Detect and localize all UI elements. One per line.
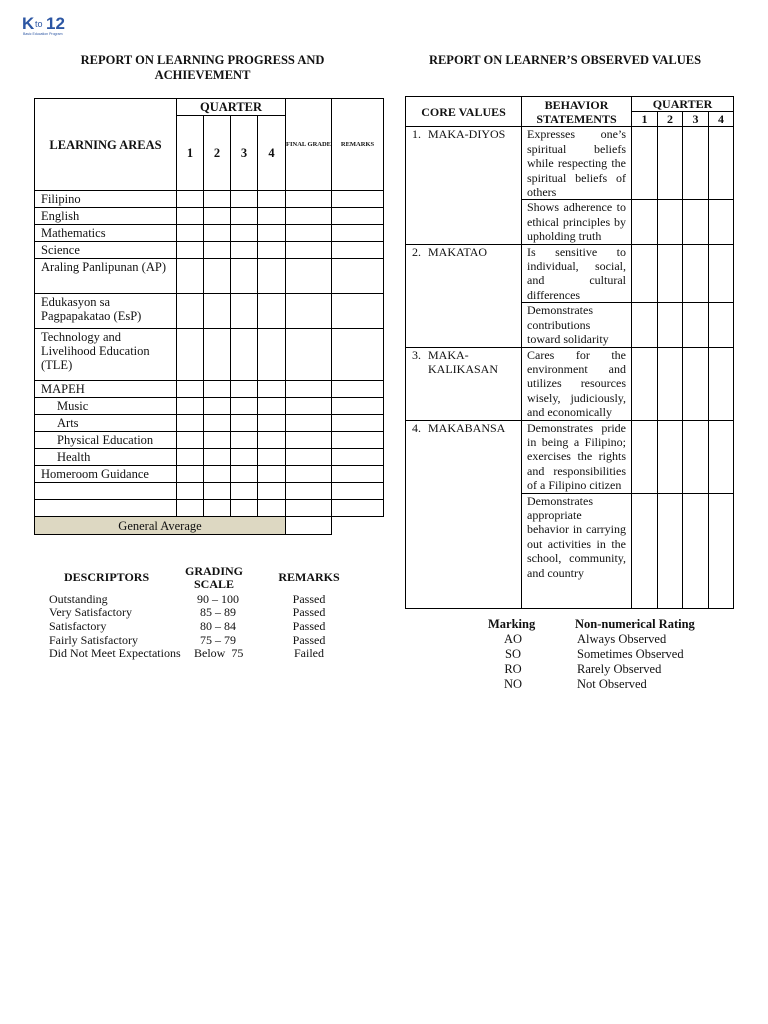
table-row: [406, 127, 734, 200]
behavior-statement: Shows adherence to ethical principles by upholding truth: [522, 200, 632, 244]
learning-area: Arts: [35, 415, 177, 432]
learning-area: Filipino: [35, 191, 177, 208]
learning-area: Health: [35, 449, 177, 466]
core-value-name: MAKATAO: [428, 244, 488, 259]
grade-remarks: Failed: [294, 646, 324, 660]
values-quarter-3-header: 3: [683, 112, 709, 127]
logo-to: to: [35, 19, 43, 29]
list-item: [470, 677, 730, 692]
table-row: [35, 294, 384, 329]
list-item: [44, 592, 364, 606]
descriptor: Outstanding: [49, 592, 108, 606]
table-row: [35, 329, 384, 381]
list-item: [44, 619, 364, 633]
table-row: [35, 191, 384, 208]
table-row: [35, 483, 384, 500]
core-value-makabansa: [406, 420, 522, 608]
marking-code: RO: [504, 662, 522, 676]
list-item: [44, 633, 364, 647]
values-quarter-header: QUARTER: [632, 97, 734, 112]
learning-area: Edukasyon sa Pagpapakatao (EsP): [35, 294, 177, 329]
core-value-number: 3.: [412, 347, 421, 362]
core-value-number: 1.: [412, 127, 421, 142]
logo-k: K: [22, 14, 35, 33]
values-quarter-1-header: 1: [632, 112, 658, 127]
list-item: [44, 605, 364, 619]
grading-scale: 85 – 89: [200, 605, 236, 619]
behavior-statement: Is sensitive to individual, social, and cultural differences: [522, 244, 632, 303]
marking-code: NO: [503, 677, 523, 691]
table-row: [406, 244, 734, 303]
learning-area: Mathematics: [35, 225, 177, 242]
core-value-maka-diyos: [406, 127, 522, 244]
core-values-header: CORE VALUES: [406, 97, 522, 127]
marking-rating: Sometimes Observed: [577, 647, 684, 661]
logo-12: 12: [46, 14, 65, 33]
behavior-statements-header: BEHAVIOR STATEMENTS: [522, 97, 632, 127]
core-value-name: MAKABANSA: [428, 420, 506, 435]
grading-scale: 75 – 79: [200, 633, 236, 647]
table-row: [35, 225, 384, 242]
marking-rating: Always Observed: [577, 632, 667, 646]
learning-area: Technology and Livelihood Education (TLE): [35, 329, 177, 381]
final-grade-header: FINAL GRADE: [286, 99, 332, 191]
core-value-name: MAKA-DIYOS: [428, 127, 506, 142]
learning-area: Physical Education: [35, 432, 177, 449]
table-row: [35, 398, 384, 415]
learning-area: Araling Panlipunan (AP): [35, 259, 177, 294]
marking-rating: Rarely Observed: [577, 662, 662, 676]
logo-subtitle: Basic Education Program: [23, 32, 63, 36]
table-row: [35, 432, 384, 449]
behavior-statement: Demonstrates pride in being a Filipino; exercises the rights and responsibilities of a Filipino citizen: [522, 420, 632, 493]
table-row: [35, 208, 384, 225]
grading-scale: 90 – 100: [197, 592, 239, 606]
marking-header: Marking: [488, 617, 536, 631]
values-report-title: REPORT ON LEARNER’S OBSERVED VALUES: [428, 53, 702, 67]
descriptor: Satisfactory: [49, 619, 107, 633]
grading-scale: Below 75: [194, 646, 244, 660]
table-row: [35, 500, 384, 517]
list-item: [470, 662, 730, 677]
values-quarter-4-header: 4: [709, 112, 734, 127]
behavior-statement: Demonstrates appropriate behavior in carrying out activities in the school, community, and country: [522, 493, 632, 608]
behavior-statement: Expresses one’s spiritual beliefs while respecting the spiritual beliefs of others: [522, 127, 632, 200]
core-value-number: 4.: [412, 420, 421, 435]
quarter-header: QUARTER: [177, 99, 286, 116]
grade-remarks: Passed: [292, 592, 326, 606]
core-value-maka-kalikasan: [406, 347, 522, 420]
list-item: [44, 646, 364, 660]
grade-remarks: Passed: [292, 605, 326, 619]
k-to-12-logo: [22, 14, 68, 38]
core-value-makatao: [406, 244, 522, 347]
values-quarter-2-header: 2: [658, 112, 683, 127]
quarter-4-header: 4: [258, 116, 286, 191]
grading-scale: 80 – 84: [200, 619, 236, 633]
core-value-name: MAKA-KALIKASAN: [428, 347, 498, 376]
behavior-statement: Demonstrates contributions toward solidarity: [522, 303, 632, 347]
marking-code: AO: [503, 632, 523, 646]
table-row: [406, 347, 734, 420]
marking-rating: Not Observed: [577, 677, 647, 691]
descriptor: Very Satisfactory: [49, 605, 132, 619]
table-row: [35, 259, 384, 294]
grading-scale-header: GRADING SCALE: [184, 564, 243, 591]
grade-remarks: Passed: [292, 619, 326, 633]
table-row: [35, 466, 384, 483]
learning-areas-header: LEARNING AREAS: [35, 99, 177, 191]
table-row: [406, 420, 734, 493]
remarks-header: REMARKS: [332, 99, 384, 191]
observed-values-table: [405, 96, 734, 609]
general-average-row: [35, 517, 384, 535]
core-value-number: 2.: [412, 244, 421, 259]
remarks-legend-header: REMARKS: [278, 570, 340, 584]
list-item: [470, 647, 730, 662]
quarter-1-header: 1: [177, 116, 204, 191]
learning-area: MAPEH: [35, 381, 177, 398]
learning-area: Music: [35, 398, 177, 415]
list-item: [470, 632, 730, 647]
descriptor: Did Not Meet Expectations: [49, 646, 181, 660]
general-average-label: General Average: [35, 517, 286, 535]
rating-header: Non-numerical Rating: [575, 617, 695, 631]
grade-remarks: Passed: [292, 633, 326, 647]
learning-progress-table: [34, 98, 384, 535]
progress-report-title: REPORT ON LEARNING PROGRESS AND ACHIEVEMENT: [80, 53, 325, 82]
table-row: [35, 242, 384, 259]
learning-area: Science: [35, 242, 177, 259]
descriptors-header: DESCRIPTORS: [64, 570, 150, 584]
table-row: [35, 381, 384, 398]
learning-area: Homeroom Guidance: [35, 466, 177, 483]
table-row: [35, 449, 384, 466]
quarter-2-header: 2: [204, 116, 231, 191]
learning-area: English: [35, 208, 177, 225]
descriptor: Fairly Satisfactory: [49, 633, 138, 647]
marking-code: SO: [505, 647, 521, 661]
behavior-statement: Cares for the environment and utilizes resources wisely, judiciously, and economically: [522, 347, 632, 420]
quarter-3-header: 3: [231, 116, 258, 191]
table-row: [35, 415, 384, 432]
